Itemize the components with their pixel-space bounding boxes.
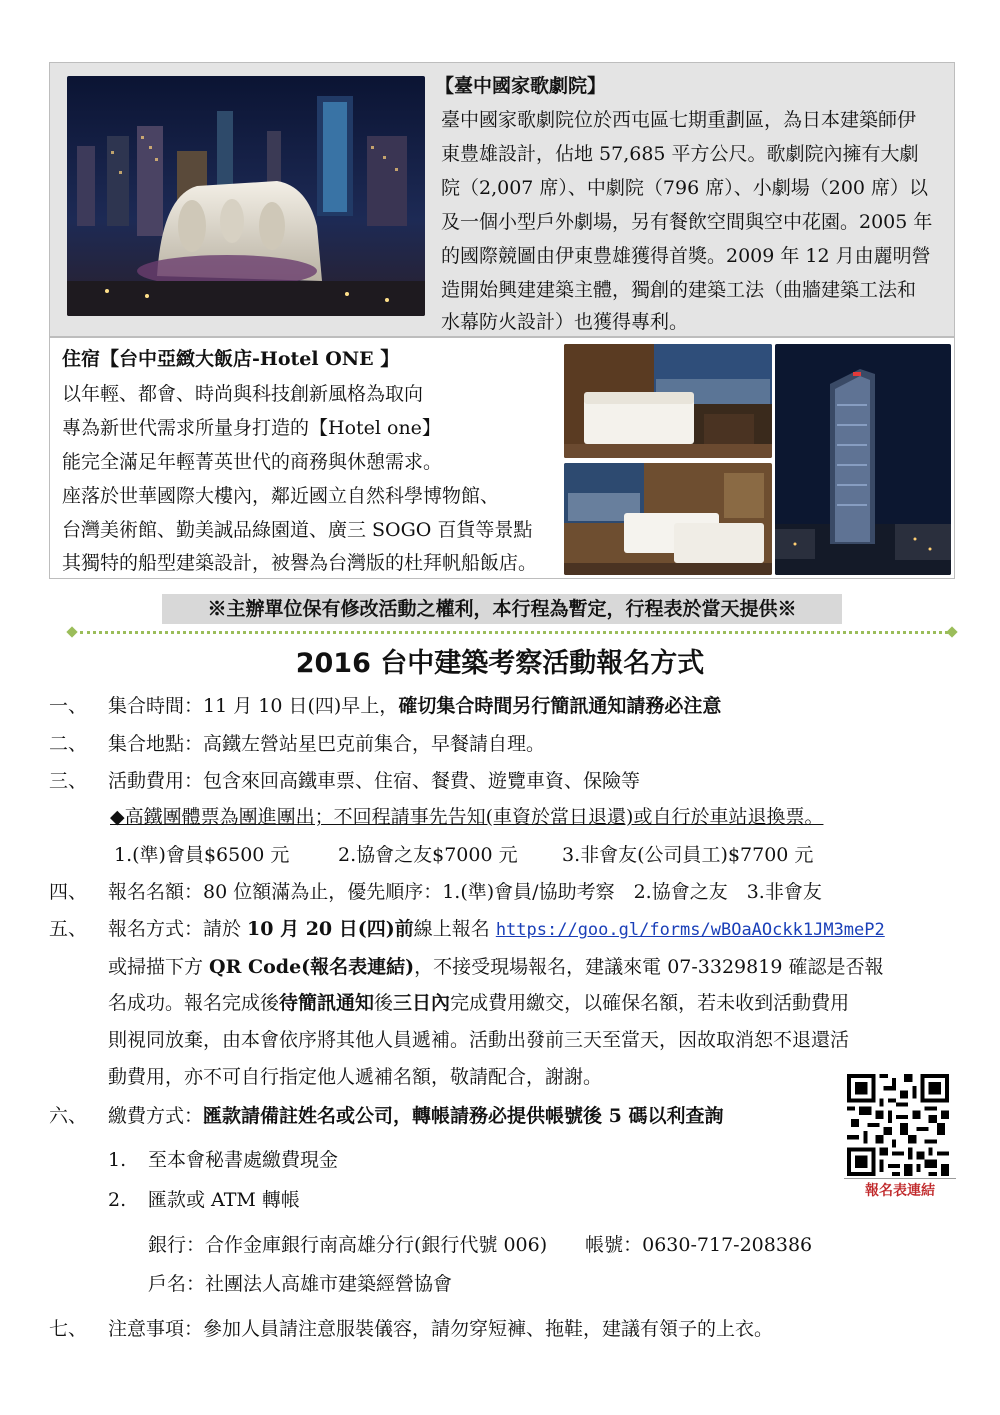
divider-left-diamond: [66, 626, 77, 637]
page-heading: 2016 台中建築考察活動報名方式: [295, 648, 705, 679]
opera-line-2: 東豊雄設計，佔地 57,685 平方公尺。歌劇院內擁有大劇: [441, 143, 919, 165]
opera-line-4: 及一個小型戶外劇場，另有餐飲空間與空中花園。2005 年: [441, 211, 933, 233]
hotel-line-3: 能完全滿足年輕菁英世代的商務與休憩需求。: [62, 451, 443, 473]
item-6-sub-2-text: 匯款或 ATM 轉帳: [148, 1189, 300, 1211]
opera-line-7: 水幕防火設計）也獲得專利。: [441, 311, 689, 333]
item-5-line-4: 則視同放棄，由本會依序將其他人員遞補。活動出發前三天至當天，因故取消恕不退還活: [108, 1029, 850, 1051]
qr-caption-line: [844, 1178, 956, 1179]
bank-info: 銀行：合作金庫銀行南高雄分行(銀行代號 006) 帳號：0630-717-208386: [148, 1234, 813, 1256]
item-5-l2-c: ，不接受現場報名，建議來電 07-3329819 確認是否報: [414, 956, 884, 978]
item-2-text: 集合地點：高鐵左營站星巴克前集合，早餐請自理。: [108, 733, 546, 755]
item-1-number: 一、: [49, 695, 88, 717]
item-6-sub-2: [108, 1183, 300, 1217]
divider-right-diamond: [946, 626, 957, 637]
item-6-sub-1: [108, 1143, 339, 1177]
account-holder: 戶名：社團法人高雄市建築經營協會: [148, 1273, 453, 1295]
hotel-line-6: 其獨特的船型建築設計，被譽為台灣版的杜拜帆船飯店。: [62, 552, 538, 574]
opera-title: 【臺中國家歌劇院】: [435, 75, 607, 97]
item-5-line-3: [108, 986, 849, 1020]
hotel-room-photo-1: [564, 344, 772, 458]
hotel-title: 住宿【台中亞緻大飯店-Hotel ONE 】: [62, 348, 400, 370]
registration-form-link[interactable]: https://goo.gl/forms/wBOaAOckk1JM3meP2: [495, 920, 885, 940]
item-6-sub-1-number: 1.: [108, 1149, 127, 1171]
item-5-l3-a: 名成功。報名完成後: [108, 992, 280, 1014]
item-7-number: 七、: [49, 1318, 88, 1340]
item-5-line-2: [108, 950, 883, 984]
hotel-room-photo-2: [564, 463, 772, 575]
item-3-ticket-note: ◆高鐵團體票為團進團出；不回程請事先告知(車資於當日退還)或自行於車站退換票。: [110, 806, 824, 828]
hotel-line-5: 台灣美術館、勤美誠品綠園道、廣三 SOGO 百貨等景點: [62, 519, 533, 541]
item-6-sub-2-number: 2.: [108, 1189, 127, 1211]
item-1-emphasis: 確切集合時間另行簡訊通知請務必注意: [398, 695, 722, 717]
item-5-l3-d: 三日內: [393, 992, 451, 1014]
item-6-text: 繳費方式：: [108, 1105, 204, 1127]
item-3-fee-3: 3.非會友(公司員工)$7700 元: [562, 844, 814, 866]
hotel-line-2: 專為新世代需求所量身打造的【Hotel one】: [62, 417, 441, 439]
item-1-text: 集合時間：11 月 10 日(四)早上，: [108, 695, 399, 717]
item-5-number: 五、: [49, 918, 88, 940]
hotel-tower-photo: [775, 344, 951, 575]
item-6-emphasis: 匯款請備註姓名或公司，轉帳請務必提供帳號後 5 碼以利查詢: [203, 1105, 724, 1127]
item-5-qr-emphasis: QR Code(報名表連結): [209, 956, 415, 978]
item-2-number: 二、: [49, 733, 88, 755]
hotel-line-4: 座落於世華國際大樓內，鄰近國立自然科學博物館、: [62, 485, 500, 507]
item-4-number: 四、: [49, 881, 88, 903]
opera-photo: [67, 76, 425, 316]
item-3-text: 活動費用：包含來回高鐵車票、住宿、餐費、遊覽車資、保險等: [108, 770, 641, 792]
item-5-l3-c: 後: [374, 992, 394, 1014]
hotel-line-1: 以年輕、都會、時尚與科技創新風格為取向: [62, 383, 424, 405]
divider-dotted-line: [80, 631, 948, 634]
qr-code[interactable]: [847, 1074, 949, 1176]
qr-caption: 報名表連結: [865, 1183, 935, 1199]
item-3-fee-2: 2.協會之友$7000 元: [338, 844, 518, 866]
opera-line-1: 臺中國家歌劇院位於西屯區七期重劃區，為日本建築師伊: [441, 109, 917, 131]
item-4-text: 報名名額：80 位額滿為止，優先順序：1.(準)會員/協助考察 2.協會之友 3.非會友: [108, 881, 822, 903]
item-3-fee-1: 1.(準)會員$6500 元: [114, 844, 290, 866]
item-5-line-5: 動費用，亦不可自行指定他人遞補名額，敬請配合，謝謝。: [108, 1066, 603, 1088]
item-3-number: 三、: [49, 770, 88, 792]
opera-line-6: 造開始興建建築主體，獨創的建築工法（曲牆建築工法和: [441, 279, 917, 301]
opera-section: [49, 62, 955, 337]
notice-text: ※主辦單位保有修改活動之權利，本行程為暫定，行程表於當天提供※: [207, 598, 797, 620]
hotel-section: [49, 337, 955, 579]
item-6-number: 六、: [49, 1105, 88, 1127]
item-5-l3-b: 待簡訊通知: [279, 992, 375, 1014]
item-5-l3-e: 完成費用繳交，以確保名額，若未收到活動費用: [450, 992, 850, 1014]
item-5-text-a: 報名方式：請於: [108, 918, 248, 940]
item-5-l2-a: 或掃描下方: [108, 956, 210, 978]
opera-line-5: 的國際競圖由伊東豊雄獲得首獎。2009 年 12 月由麗明營: [441, 245, 931, 267]
item-5-deadline: 10 月 20 日(四)前: [247, 918, 414, 940]
item-6-sub-1-text: 至本會秘書處繳費現金: [148, 1149, 339, 1171]
item-5-text-c: 線上報名: [413, 918, 496, 940]
item-7-text: 注意事項：參加人員請注意服裝儀容，請勿穿短褲、拖鞋，建議有領子的上衣。: [108, 1318, 774, 1340]
notice-banner: [162, 594, 842, 624]
opera-line-3: 院（2,007 席）、中劇院（796 席）、小劇場（200 席）以: [441, 177, 929, 199]
